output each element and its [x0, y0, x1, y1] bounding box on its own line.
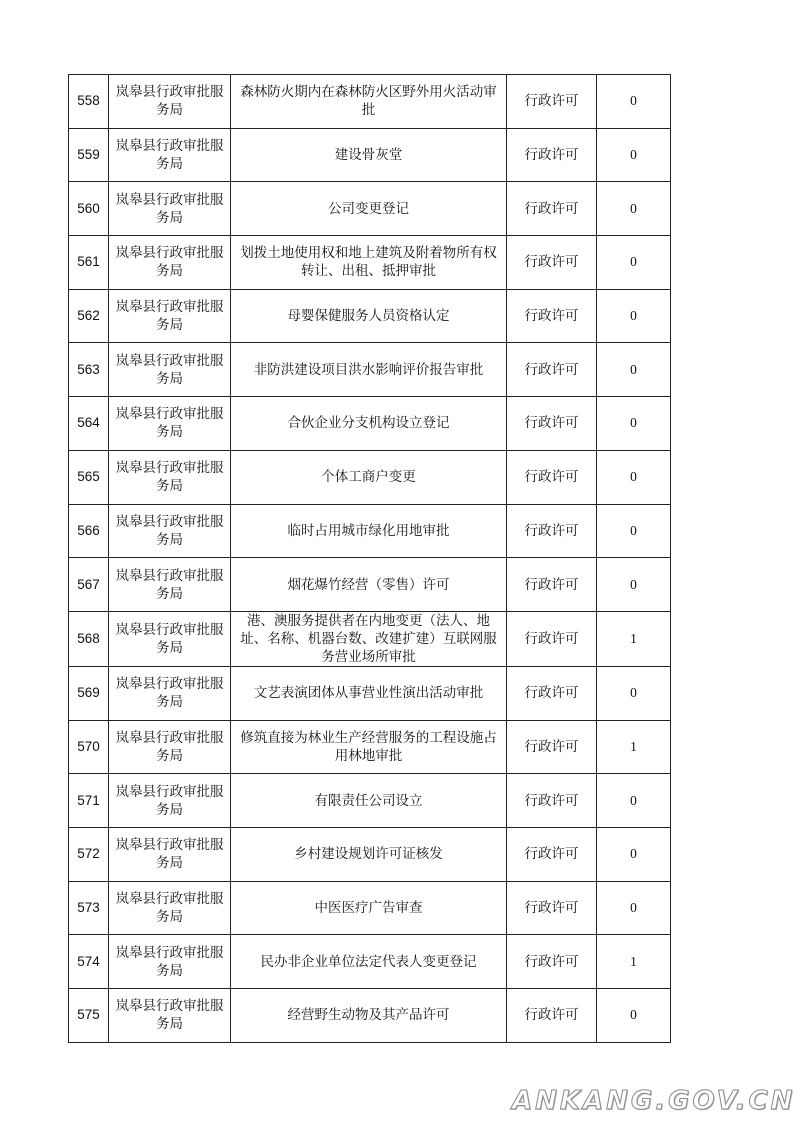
approval-item-cell: 母婴保健服务人员资格认定	[231, 289, 507, 343]
department-cell: 岚皋县行政审批服务局	[109, 128, 231, 182]
count-cell: 0	[597, 128, 671, 182]
department-cell: 岚皋县行政审批服务局	[109, 720, 231, 774]
records-table	[68, 74, 671, 1043]
department-cell: 岚皋县行政审批服务局	[109, 182, 231, 236]
row-number: 571	[69, 774, 109, 828]
row-number: 574	[69, 935, 109, 989]
row-number: 572	[69, 827, 109, 881]
department-cell: 岚皋县行政审批服务局	[109, 989, 231, 1043]
table-row	[69, 720, 671, 774]
table-row	[69, 450, 671, 504]
category-cell: 行政许可	[507, 989, 597, 1043]
row-number: 566	[69, 504, 109, 558]
count-cell: 0	[597, 289, 671, 343]
approval-item-cell: 民办非企业单位法定代表人变更登记	[231, 935, 507, 989]
category-cell: 行政许可	[507, 935, 597, 989]
department-cell: 岚皋县行政审批服务局	[109, 935, 231, 989]
department-cell: 岚皋县行政审批服务局	[109, 504, 231, 558]
count-cell: 0	[597, 774, 671, 828]
approval-item-cell: 中医医疗广告审查	[231, 881, 507, 935]
count-cell: 0	[597, 666, 671, 720]
count-cell: 0	[597, 558, 671, 612]
approval-item-cell: 经营野生动物及其产品许可	[231, 989, 507, 1043]
table-row	[69, 182, 671, 236]
records-table-body	[69, 75, 671, 1043]
department-cell: 岚皋县行政审批服务局	[109, 289, 231, 343]
table-row	[69, 289, 671, 343]
approval-item-cell: 个体工商户变更	[231, 450, 507, 504]
count-cell: 1	[597, 720, 671, 774]
count-cell: 0	[597, 397, 671, 451]
row-number: 558	[69, 75, 109, 129]
category-cell: 行政许可	[507, 666, 597, 720]
row-number: 569	[69, 666, 109, 720]
category-cell: 行政许可	[507, 774, 597, 828]
category-cell: 行政许可	[507, 504, 597, 558]
count-cell: 0	[597, 989, 671, 1043]
category-cell: 行政许可	[507, 827, 597, 881]
table-row	[69, 343, 671, 397]
category-cell: 行政许可	[507, 558, 597, 612]
approval-item-cell: 乡村建设规划许可证核发	[231, 827, 507, 881]
department-cell: 岚皋县行政审批服务局	[109, 450, 231, 504]
approval-item-cell: 港、澳服务提供者在内地变更（法人、地址、名称、机器台数、改建扩建）互联网服务营业场所审批	[231, 611, 507, 666]
table-row	[69, 989, 671, 1043]
approval-item-cell: 森林防火期内在森林防火区野外用火活动审批	[231, 75, 507, 129]
table-row	[69, 236, 671, 290]
count-cell: 0	[597, 182, 671, 236]
approval-item-cell: 合伙企业分支机构设立登记	[231, 397, 507, 451]
approval-item-cell: 烟花爆竹经营（零售）许可	[231, 558, 507, 612]
count-cell: 1	[597, 935, 671, 989]
table-row	[69, 504, 671, 558]
row-number: 559	[69, 128, 109, 182]
department-cell: 岚皋县行政审批服务局	[109, 558, 231, 612]
table-row	[69, 827, 671, 881]
row-number: 564	[69, 397, 109, 451]
count-cell: 0	[597, 881, 671, 935]
row-number: 561	[69, 236, 109, 290]
row-number: 563	[69, 343, 109, 397]
department-cell: 岚皋县行政审批服务局	[109, 75, 231, 129]
department-cell: 岚皋县行政审批服务局	[109, 881, 231, 935]
row-number: 575	[69, 989, 109, 1043]
category-cell: 行政许可	[507, 881, 597, 935]
count-cell: 0	[597, 450, 671, 504]
count-cell: 0	[597, 504, 671, 558]
row-number: 565	[69, 450, 109, 504]
count-cell: 0	[597, 75, 671, 129]
row-number: 562	[69, 289, 109, 343]
table-row	[69, 128, 671, 182]
category-cell: 行政许可	[507, 343, 597, 397]
department-cell: 岚皋县行政审批服务局	[109, 343, 231, 397]
approval-item-cell: 非防洪建设项目洪水影响评价报告审批	[231, 343, 507, 397]
category-cell: 行政许可	[507, 289, 597, 343]
approval-item-cell: 有限责任公司设立	[231, 774, 507, 828]
department-cell: 岚皋县行政审批服务局	[109, 397, 231, 451]
row-number: 570	[69, 720, 109, 774]
table-row	[69, 75, 671, 129]
table-row	[69, 611, 671, 666]
category-cell: 行政许可	[507, 397, 597, 451]
approval-item-cell: 公司变更登记	[231, 182, 507, 236]
approval-item-cell: 临时占用城市绿化用地审批	[231, 504, 507, 558]
approval-item-cell: 文艺表演团体从事营业性演出活动审批	[231, 666, 507, 720]
department-cell: 岚皋县行政审批服务局	[109, 774, 231, 828]
row-number: 568	[69, 611, 109, 666]
department-cell: 岚皋县行政审批服务局	[109, 611, 231, 666]
category-cell: 行政许可	[507, 450, 597, 504]
count-cell: 0	[597, 236, 671, 290]
table-row	[69, 666, 671, 720]
table-row	[69, 935, 671, 989]
approval-item-cell: 修筑直接为林业生产经营服务的工程设施占用林地审批	[231, 720, 507, 774]
department-cell: 岚皋县行政审批服务局	[109, 666, 231, 720]
count-cell: 1	[597, 611, 671, 666]
category-cell: 行政许可	[507, 611, 597, 666]
table-row	[69, 397, 671, 451]
category-cell: 行政许可	[507, 75, 597, 129]
table-row	[69, 881, 671, 935]
department-cell: 岚皋县行政审批服务局	[109, 236, 231, 290]
category-cell: 行政许可	[507, 182, 597, 236]
department-cell: 岚皋县行政审批服务局	[109, 827, 231, 881]
row-number: 560	[69, 182, 109, 236]
count-cell: 0	[597, 827, 671, 881]
category-cell: 行政许可	[507, 720, 597, 774]
count-cell: 0	[597, 343, 671, 397]
approval-item-cell: 建设骨灰堂	[231, 128, 507, 182]
category-cell: 行政许可	[507, 236, 597, 290]
row-number: 573	[69, 881, 109, 935]
category-cell: 行政许可	[507, 128, 597, 182]
row-number: 567	[69, 558, 109, 612]
table-row	[69, 774, 671, 828]
approval-item-cell: 划拨土地使用权和地上建筑及附着物所有权转让、出租、抵押审批	[231, 236, 507, 290]
table-row	[69, 558, 671, 612]
site-watermark: ANKANG.GOV.CN	[512, 1086, 796, 1116]
